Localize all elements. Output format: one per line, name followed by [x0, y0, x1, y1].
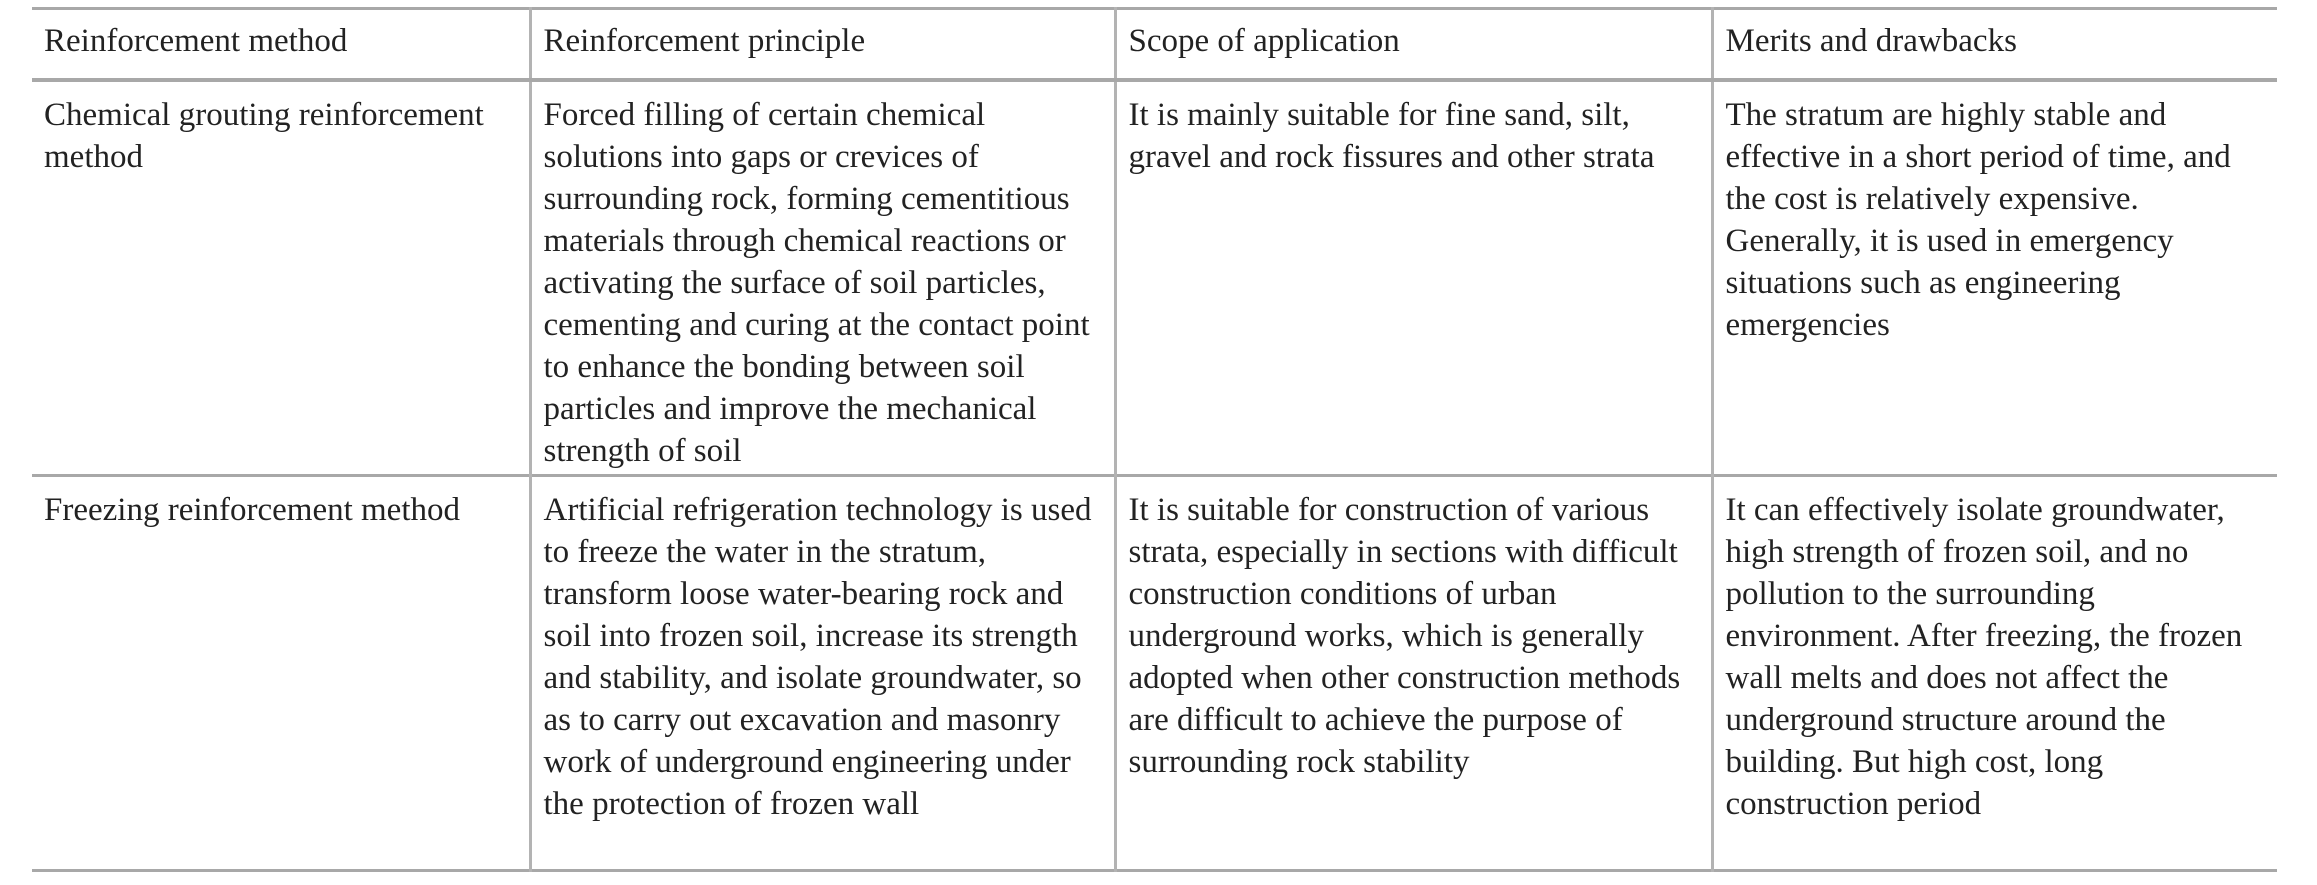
reinforcement-methods-table-container	[32, 7, 2277, 872]
header-merits-and-drawbacks: Merits and drawbacks	[1712, 9, 2277, 81]
cell-merits: It can effectively isolate groundwater, high strength of frozen soil, and no pollution to the surrounding environment. After freezing, the frozen wall melts and does not affect the underground structure around the building. But high cost, long construction period	[1712, 476, 2277, 871]
cell-scope: It is mainly suitable for fine sand, silt, gravel and rock fissures and other strata	[1115, 80, 1712, 476]
header-scope-of-application: Scope of application	[1115, 9, 1712, 81]
table-row	[32, 476, 2277, 871]
cell-principle: Artificial refrigeration technology is used to freeze the water in the stratum, transform loose water-bearing rock and soil into frozen soil, increase its strength and stability, and isolate groundwater, so as to carry out excavation and masonry work of underground engineering under the protection of frozen wall	[530, 476, 1115, 871]
header-row	[32, 9, 2277, 81]
table-header	[32, 9, 2277, 81]
cell-principle: Forced filling of certain chemical solutions into gaps or crevices of surrounding rock, forming cementitious materials through chemical reactions or activating the surface of soil particles, cementing and curing at the contact point to enhance the bonding between soil particles and improve the mechanical strength of soil	[530, 80, 1115, 476]
header-reinforcement-method: Reinforcement method	[44, 23, 348, 59]
table-row	[32, 80, 2277, 476]
cell-scope: It is suitable for construction of various strata, especially in sections with difficult construction conditions of urban underground works, which is generally adopted when other construction methods are difficult to achieve the purpose of surrounding rock stability	[1115, 476, 1712, 871]
cell-method: Chemical grouting reinforcement method	[44, 97, 484, 175]
cell-merits: The stratum are highly stable and effective in a short period of time, and the cost is relatively expensive. Generally, it is used in emergency situations such as engineering emergencies	[1712, 80, 2277, 476]
reinforcement-methods-table	[32, 7, 2277, 872]
cell-method: Freezing reinforcement method	[44, 492, 460, 528]
header-reinforcement-principle: Reinforcement principle	[530, 9, 1115, 81]
table-body	[32, 80, 2277, 871]
